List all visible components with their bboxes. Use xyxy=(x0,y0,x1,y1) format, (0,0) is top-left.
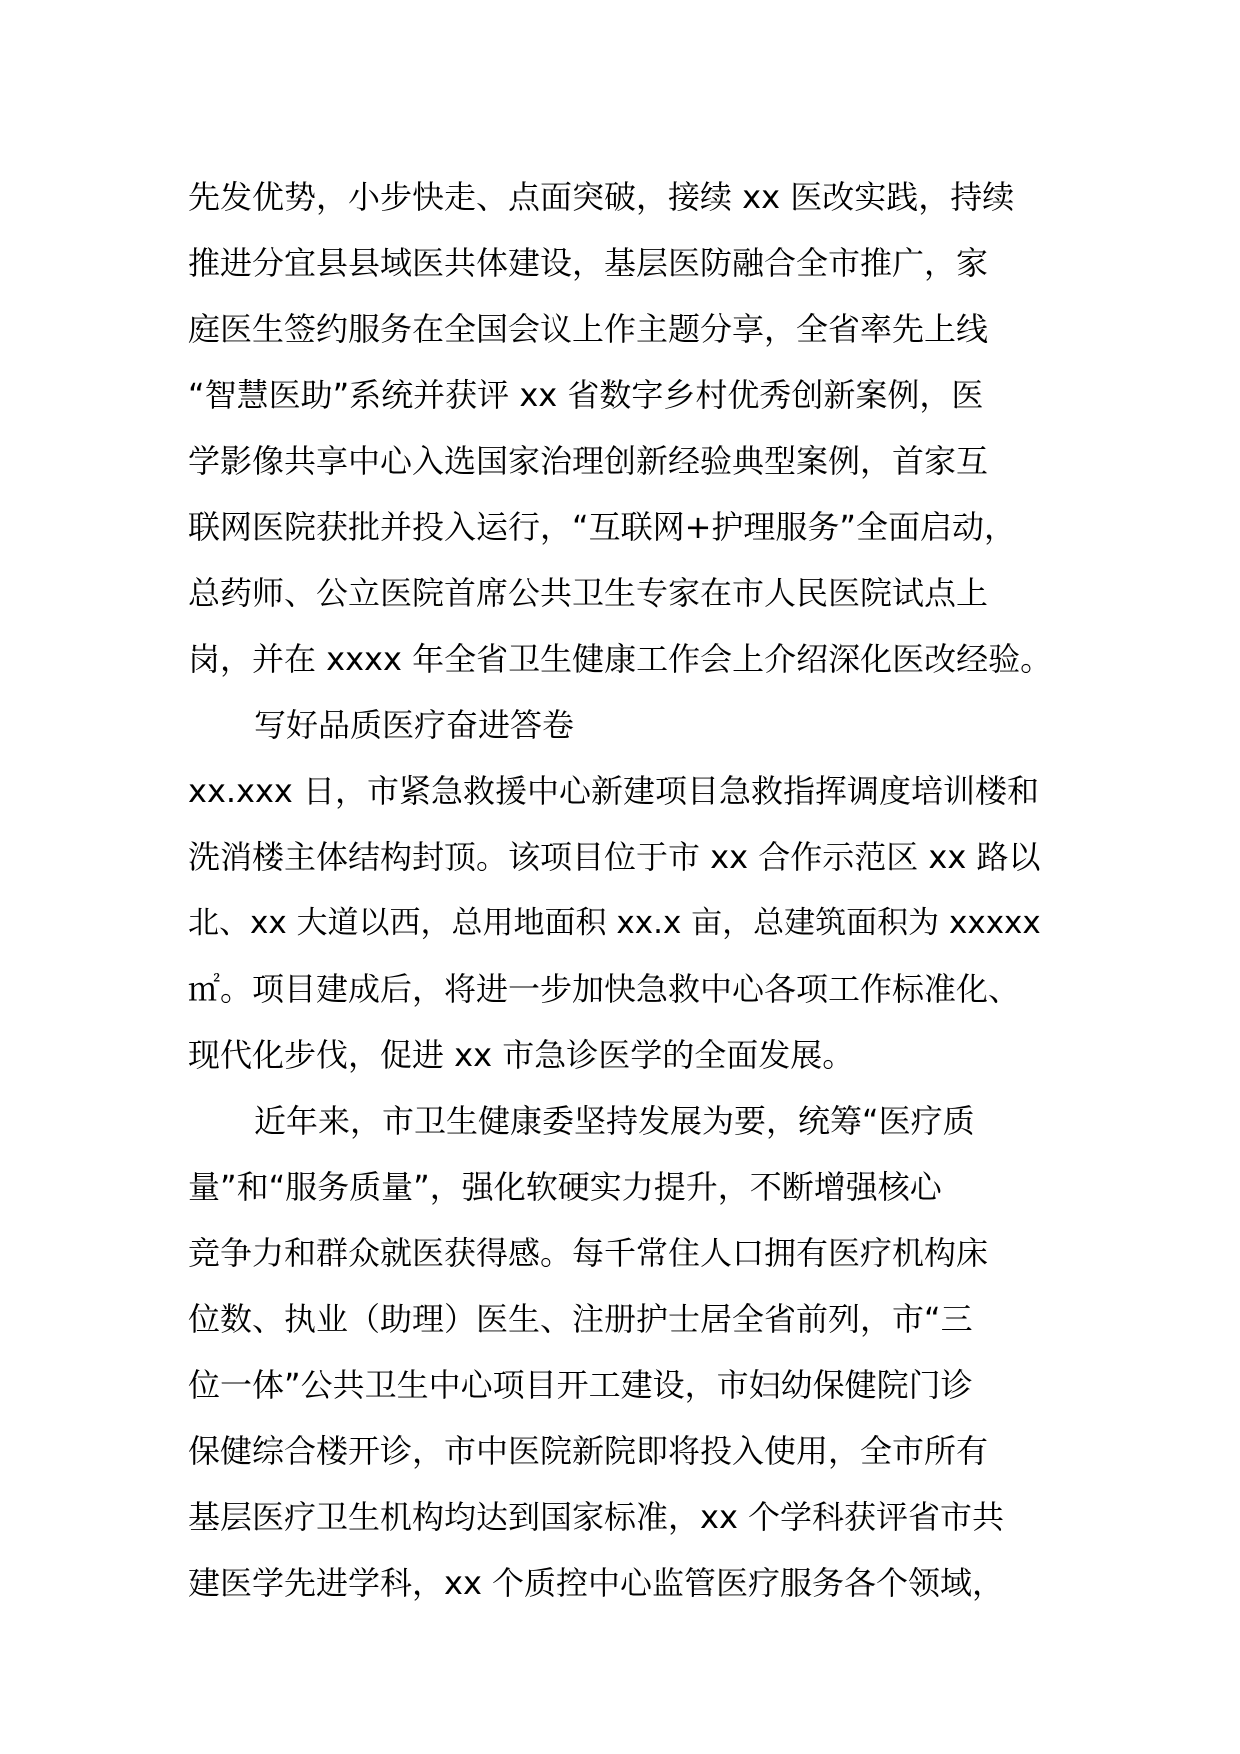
text-line: “智慧医助”系统并获评 xx 省数字乡村优秀创新案例，医 xyxy=(188,376,984,414)
text-line: 联网医院获批并投入运行，“互联网+护理服务”全面启动， xyxy=(188,508,1016,546)
text-line: xx.xxx 日，市紧急救援中心新建项目急救指挥调度培训楼和 xyxy=(188,772,1040,810)
text-line: 岗，并在 xxxx 年全省卫生健康工作会上介绍深化医改经验。 xyxy=(188,640,1053,678)
text-line: 学影像共享中心入选国家治理创新经验典型案例，首家互 xyxy=(188,442,989,480)
text-line: 保健综合楼开诊，市中医院新院即将投入使用，全市所有 xyxy=(188,1432,989,1470)
text-line: 基层医疗卫生机构均达到国家标准，xx 个学科获评省市共 xyxy=(188,1498,1005,1536)
section-heading: 写好品质医疗奋进答卷 xyxy=(254,706,575,744)
text-line: ㎡。项目建成后，将进一步加快急救中心各项工作标准化、 xyxy=(188,970,1021,1008)
text-line: 建医学先进学科，xx 个质控中心监管医疗服务各个领域， xyxy=(188,1564,1005,1602)
text-line: 位数、执业（助理）医生、注册护士居全省前列，市“三 xyxy=(188,1300,973,1338)
text-line: 洗消楼主体结构封顶。该项目位于市 xx 合作示范区 xx 路以 xyxy=(188,838,1041,876)
text-line: 推进分宜县县域医共体建设，基层医防融合全市推广，家 xyxy=(188,244,989,282)
text-line: 庭医生签约服务在全国会议上作主题分享，全省率先上线 xyxy=(188,310,989,348)
text-line: 总药师、公立医院首席公共卫生专家在市人民医院试点上 xyxy=(188,574,989,612)
text-line: 竞争力和群众就医获得感。每千常住人口拥有医疗机构床 xyxy=(188,1234,989,1272)
text-line: 位一体”公共卫生中心项目开工建设，市妇幼保健院门诊 xyxy=(188,1366,973,1404)
text-line: 量”和“服务质量”，强化软硬实力提升，不断增强核心 xyxy=(188,1168,942,1206)
text-line: 现代化步伐，促进 xx 市急诊医学的全面发展。 xyxy=(188,1036,855,1074)
paragraph-first-line: 近年来，市卫生健康委坚持发展为要，统筹“医疗质 xyxy=(254,1102,975,1140)
text-line: 北、xx 大道以西，总用地面积 xx.x 亩，总建筑面积为 xxxxx xyxy=(188,905,1041,941)
text-line: 先发优势，小步快走、点面突破，接续 xx 医改实践，持续 xyxy=(188,178,1015,216)
